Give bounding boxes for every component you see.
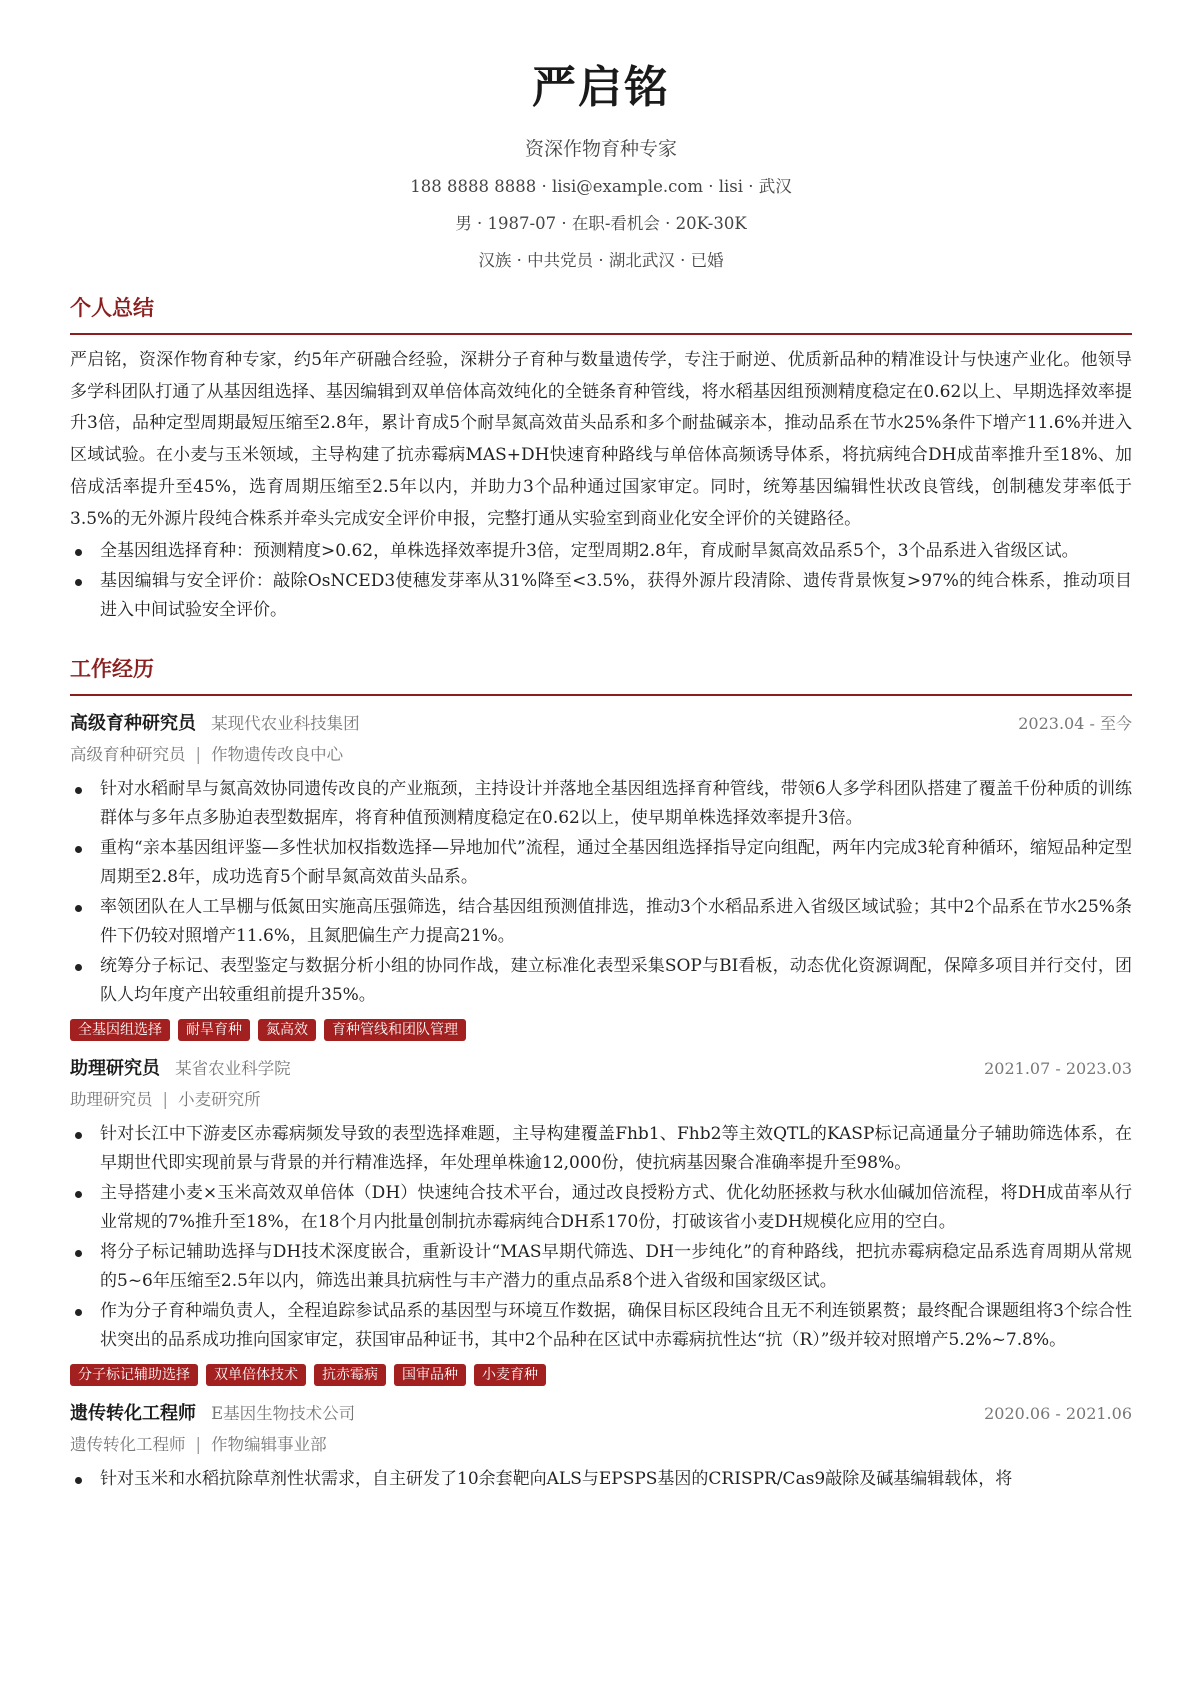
- summary-bullets: [70, 537, 1132, 626]
- contact-line: 188 8888 8888 · lisi@example.com · lisi · 武汉: [410, 177, 792, 196]
- job-department: 作物编辑事业部: [211, 1434, 327, 1454]
- job-bullet: 针对玉米和水稻抗除草剂性状需求，自主研发了10余套靶向ALS与EPSPS基因的CRISPR/Cas9敲除及碱基编辑载体，将: [70, 1465, 1132, 1495]
- job-company: E基因生物技术公司: [211, 1403, 356, 1423]
- section-title-experience: 工作经历: [70, 654, 1132, 696]
- job-company: 某省农业科学院: [175, 1058, 291, 1078]
- job-bullet: 率领团队在人工旱棚与低氮田实施高压强筛选，结合基因组预测值排选，推动3个水稻品系进入省级区域试验；其中2个品系在节水25%条件下仍较对照增产11.6%，且氮肥偏生产力提高21%。: [70, 893, 1132, 952]
- section-title-summary: 个人总结: [70, 293, 1132, 335]
- job-position: 遗传转化工程师: [70, 1434, 186, 1454]
- skill-tag: 双单倍体技术: [206, 1364, 306, 1386]
- job-bullet: 统筹分子标记、表型鉴定与数据分析小组的协同作战，建立标准化表型采集SOP与BI看板，动态优化资源调配，保障多项目并行交付，团队人均年度产出较重组前提升35%。: [70, 952, 1132, 1011]
- job-date: 2023.04 - 至今: [1018, 713, 1132, 733]
- skill-tag: 抗赤霉病: [314, 1364, 386, 1386]
- job-subtitle-separator: |: [162, 1089, 169, 1109]
- skill-tag: 耐旱育种: [178, 1019, 250, 1041]
- experience-section: [70, 654, 1132, 1495]
- summary-bullet: 基因编辑与安全评价：敲除OsNCED3使穗发芽率从31%降至<3.5%，获得外源片段清除、遗传背景恢复>97%的纯合株系，推动项目进入中间试验安全评价。: [70, 567, 1132, 626]
- job-role: 助理研究员: [70, 1057, 160, 1079]
- job-position: 高级育种研究员: [70, 744, 186, 764]
- job-bullet: 作为分子育种端负责人，全程追踪参试品系的基因型与环境互作数据，确保目标区段纯合且无不利连锁累赘；最终配合课题组将3个综合性状突出的品系成功推向国家审定，获国审品种证书，其中2个品种在区试中赤霉病抗性达“抗（R）”级并较对照增产5.2%~7.8%。: [70, 1297, 1132, 1356]
- job-bullet: 将分子标记辅助选择与DH技术深度嵌合，重新设计“MAS早期代筛选、DH一步纯化”的育种路线，把抗赤霉病稳定品系选育周期从常规的5~6年压缩至2.5年以内，筛选出兼具抗病性与丰产潜力的重点品系8个进入省级和国家级区试。: [70, 1238, 1132, 1297]
- job-tags: [70, 1019, 1132, 1041]
- skill-tag: 育种管线和团队管理: [324, 1019, 466, 1041]
- extra-info-line: 汉族 · 中共党员 · 湖北武汉 · 已婚: [478, 251, 724, 270]
- job-header: [70, 710, 1132, 738]
- job-subtitle-separator: |: [195, 1434, 202, 1454]
- skill-tag: 分子标记辅助选择: [70, 1364, 198, 1386]
- job-date: 2021.07 - 2023.03: [984, 1058, 1132, 1078]
- job-department: 作物遗传改良中心: [211, 744, 344, 764]
- job-bullets: [70, 1120, 1132, 1356]
- job-bullets: [70, 775, 1132, 1011]
- job-date: 2020.06 - 2021.06: [984, 1403, 1132, 1423]
- job-header: [70, 1055, 1132, 1083]
- job-department: 小麦研究所: [178, 1089, 261, 1109]
- job-bullet: 主导搭建小麦×玉米高效双单倍体（DH）快速纯合技术平台，通过改良授粉方式、优化幼胚拯救与秋水仙碱加倍流程，将DH成苗率从行业常规的7%推升至18%，在18个月内批量创制抗赤霉病纯合DH系170份，打破该省小麦DH规模化应用的空白。: [70, 1179, 1132, 1238]
- skill-tag: 氮高效: [258, 1019, 316, 1041]
- job-subtitle-separator: |: [195, 744, 202, 764]
- summary-text: 严启铭，资深作物育种专家，约5年产研融合经验，深耕分子育种与数量遗传学，专注于耐逆、优质新品种的精准设计与快速产业化。他领导多学科团队打通了从基因组选择、基因编辑到双单倍体高效纯化的全链条育种管线，将水稻基因组预测精度稳定在0.62以上、早期选择效率提升3倍，品种定型周期最短压缩至2.8年，累计育成5个耐旱氮高效苗头品系和多个耐盐碱亲本，推动品系在节水25%条件下增产11.6%并进入区域试验。在小麦与玉米领域，主导构建了抗赤霉病MAS+DH快速育种路线与单倍体高频诱导体系，将抗病纯合DH成苗率推升至18%、加倍成活率提升至45%，选育周期压缩至2.5年以内，并助力3个品种通过国家审定。同时，统筹基因编辑性状改良管线，创制穗发芽率低于3.5%的无外源片段纯合株系并牵头完成安全评价申报，完整打通从实验室到商业化安全评价的关键路径。: [70, 350, 1132, 529]
- job-entry: [70, 710, 1132, 1041]
- job-subtitle: [70, 1431, 1132, 1459]
- resume-header: [70, 0, 1132, 273]
- job-tags: [70, 1364, 1132, 1386]
- job-header: [70, 1400, 1132, 1428]
- personal-line: 男 · 1987-07 · 在职-看机会 · 20K-30K: [455, 214, 747, 233]
- job-subtitle: [70, 1086, 1132, 1114]
- job-entry: [70, 1400, 1132, 1495]
- candidate-title: 资深作物育种专家: [524, 138, 677, 160]
- job-position: 助理研究员: [70, 1089, 153, 1109]
- skill-tag: 全基因组选择: [70, 1019, 170, 1041]
- summary-bullet: 全基因组选择育种：预测精度>0.62，单株选择效率提升3倍，定型周期2.8年，育成耐旱氮高效品系5个，3个品系进入省级区试。: [70, 537, 1132, 567]
- candidate-name: 严启铭: [532, 62, 670, 113]
- job-entry: [70, 1055, 1132, 1386]
- job-role: 高级育种研究员: [70, 712, 196, 734]
- summary-section: [70, 293, 1132, 626]
- job-bullet: 针对长江中下游麦区赤霉病频发导致的表型选择难题，主导构建覆盖Fhb1、Fhb2等主效QTL的KASP标记高通量分子辅助筛选体系，在早期世代即实现前景与背景的并行精准选择，年处理单株逾12,000份，使抗病基因聚合准确率提升至98%。: [70, 1120, 1132, 1179]
- job-subtitle: [70, 741, 1132, 769]
- job-bullet: 针对水稻耐旱与氮高效协同遗传改良的产业瓶颈，主持设计并落地全基因组选择育种管线，带领6人多学科团队搭建了覆盖千份种质的训练群体与多年点多胁迫表型数据库，将育种值预测精度稳定在0.62以上，使早期单株选择效率提升3倍。: [70, 775, 1132, 834]
- skill-tag: 小麦育种: [474, 1364, 546, 1386]
- job-role: 遗传转化工程师: [70, 1402, 196, 1424]
- skill-tag: 国审品种: [394, 1364, 466, 1386]
- job-company: 某现代农业科技集团: [211, 713, 360, 733]
- job-bullet: 重构“亲本基因组评鉴—多性状加权指数选择—异地加代”流程，通过全基因组选择指导定向组配，两年内完成3轮育种循环，缩短品种定型周期至2.8年，成功选育5个耐旱氮高效苗头品系。: [70, 834, 1132, 893]
- job-bullets: [70, 1465, 1132, 1495]
